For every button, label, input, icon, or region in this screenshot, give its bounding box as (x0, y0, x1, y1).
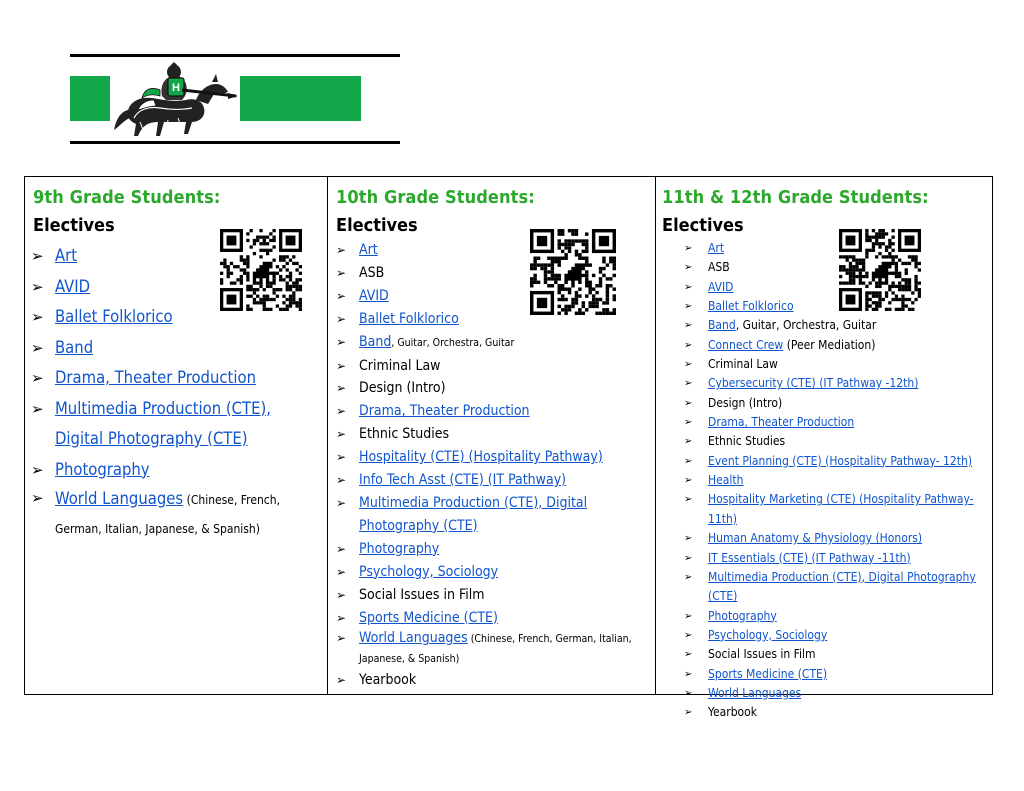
arrow-bullet-icon: ➢ (336, 610, 347, 625)
elective-link[interactable]: Human Anatomy & Physiology (Honors) (708, 531, 923, 546)
arrow-bullet-icon: ➢ (336, 495, 347, 510)
arrow-bullet-icon: ➢ (684, 281, 693, 293)
arrow-bullet-icon: ➢ (31, 338, 44, 357)
arrow-bullet-icon: ➢ (336, 631, 347, 646)
elective-link[interactable]: IT Essentials (CTE) (IT Pathway -11th) (708, 550, 911, 565)
elective-link[interactable]: AVID (359, 287, 389, 304)
elective-list (684, 239, 989, 723)
list-item (684, 626, 989, 645)
elective-link[interactable]: Photography (359, 540, 440, 557)
list-item (684, 645, 989, 664)
list-item (336, 355, 648, 378)
arrow-bullet-icon: ➢ (336, 404, 347, 419)
arrow-bullet-icon: ➢ (684, 475, 693, 487)
elective-link[interactable]: AVID (55, 276, 91, 296)
list-item (684, 549, 989, 568)
elective-label: Criminal Law (359, 357, 441, 374)
list-item (684, 239, 989, 258)
electives-heading: Electives (33, 215, 115, 236)
elective-link[interactable]: Art (55, 246, 78, 265)
list-item (684, 607, 989, 626)
arrow-bullet-icon: ➢ (336, 243, 347, 257)
knight-on-horse-logo (108, 60, 240, 142)
arrow-bullet-icon: ➢ (336, 265, 347, 280)
list-item (31, 394, 316, 455)
banner-bottom-rule (70, 141, 400, 144)
svg-text:H: H (172, 82, 180, 94)
list-item (684, 413, 989, 432)
arrow-bullet-icon: ➢ (336, 427, 347, 442)
arrow-bullet-icon: ➢ (31, 369, 44, 387)
elective-link[interactable]: Drama, Theater Production (55, 368, 256, 387)
elective-link[interactable]: Drama, Theater Production (708, 415, 855, 430)
elective-link[interactable]: Multimedia Production (CTE), Digital Photography (CTE) (359, 494, 588, 534)
list-item (684, 703, 989, 722)
elective-note: (Peer Mediation) (783, 337, 876, 352)
arrow-bullet-icon: ➢ (684, 262, 693, 274)
electives-table (24, 176, 993, 720)
list-item (684, 490, 989, 529)
arrow-bullet-icon: ➢ (336, 541, 347, 556)
elective-link[interactable]: Cybersecurity (CTE) (IT Pathway -12th) (708, 376, 919, 391)
banner-green-bar-left (70, 76, 110, 121)
arrow-bullet-icon: ➢ (684, 359, 693, 371)
elective-link[interactable]: Band (708, 318, 736, 333)
elective-label: Yearbook (708, 705, 758, 720)
arrow-bullet-icon: ➢ (684, 494, 693, 506)
arrow-bullet-icon: ➢ (684, 629, 693, 641)
elective-note: (Chinese, French, German, Italian, Japanese, & Spanish) (55, 493, 281, 536)
list-item (684, 336, 989, 355)
elective-link[interactable]: AVID (708, 279, 734, 294)
elective-label: Ethnic Studies (708, 434, 786, 449)
elective-label: ASB (359, 264, 385, 281)
list-item (31, 302, 316, 333)
arrow-bullet-icon: ➢ (31, 247, 44, 265)
elective-label: Yearbook (359, 672, 417, 689)
elective-link[interactable]: Band (359, 333, 392, 350)
arrow-bullet-icon: ➢ (336, 381, 347, 396)
banner-top-rule (70, 54, 400, 57)
arrow-bullet-icon: ➢ (31, 489, 44, 507)
elective-link[interactable]: Psychology, Sociology (359, 563, 499, 580)
arrow-bullet-icon: ➢ (336, 564, 347, 579)
grade-title: 9th Grade Students: (33, 187, 221, 208)
list-item (684, 355, 989, 374)
list-item (31, 363, 316, 394)
list-item (684, 316, 989, 335)
list-item (336, 538, 648, 561)
elective-label: Social Issues in Film (359, 586, 485, 603)
list-item (31, 333, 316, 364)
list-item (336, 331, 648, 355)
list-item (336, 239, 648, 262)
arrow-bullet-icon: ➢ (336, 450, 347, 465)
electives-heading: Electives (662, 215, 744, 236)
elective-note: (Chinese, French, German, Italian, Japanese, & Spanish) (359, 633, 632, 666)
list-item (336, 669, 648, 692)
list-item (31, 455, 316, 486)
elective-link[interactable]: Ballet Folklorico (55, 307, 173, 326)
list-item (684, 529, 989, 548)
list-item (684, 684, 989, 703)
arrow-bullet-icon: ➢ (684, 649, 693, 661)
list-item (336, 492, 648, 538)
electives-heading: Electives (336, 215, 418, 236)
list-item (336, 607, 648, 630)
arrow-bullet-icon: ➢ (31, 460, 44, 479)
arrow-bullet-icon: ➢ (31, 277, 44, 296)
arrow-bullet-icon: ➢ (336, 334, 347, 349)
elective-link[interactable]: Hospitality Marketing (CTE) (Hospitality Pathway- 11th) (708, 492, 974, 526)
grade-10-column (327, 177, 655, 694)
list-item (31, 272, 316, 303)
elective-link[interactable]: Art (359, 242, 378, 258)
list-item (684, 394, 989, 413)
list-item (336, 561, 648, 584)
list-item (336, 423, 648, 446)
list-item (684, 258, 989, 277)
elective-label: Design (Intro) (359, 380, 446, 397)
list-item (684, 568, 989, 607)
elective-link[interactable]: Sports Medicine (CTE) (359, 609, 498, 626)
list-item (336, 308, 648, 331)
elective-link[interactable]: World Languages (708, 685, 802, 700)
elective-link[interactable]: Art (708, 241, 725, 255)
list-item (336, 469, 648, 492)
list-item (336, 285, 648, 308)
elective-link[interactable]: Drama, Theater Production (359, 403, 530, 420)
list-item (684, 374, 989, 393)
elective-link[interactable]: World Languages (55, 489, 184, 508)
list-item (684, 452, 989, 471)
arrow-bullet-icon: ➢ (684, 455, 693, 467)
arrow-bullet-icon: ➢ (336, 473, 347, 488)
elective-link[interactable]: Event Planning (CTE) (Hospitality Pathway- 12th) (708, 453, 973, 468)
arrow-bullet-icon: ➢ (684, 378, 693, 390)
elective-link[interactable]: Psychology, Sociology (708, 627, 828, 642)
elective-label: Ethnic Studies (359, 426, 450, 443)
arrow-bullet-icon: ➢ (684, 301, 693, 313)
arrow-bullet-icon: ➢ (684, 397, 693, 409)
arrow-bullet-icon: ➢ (684, 320, 693, 332)
arrow-bullet-icon: ➢ (684, 707, 693, 719)
grade-title: 10th Grade Students: (336, 187, 535, 208)
list-item (31, 241, 316, 272)
elective-link[interactable]: Multimedia Production (CTE), Digital Photography (CTE) (55, 398, 271, 448)
arrow-bullet-icon: ➢ (336, 311, 347, 326)
elective-link[interactable]: World Languages (359, 630, 468, 647)
list-item (336, 377, 648, 400)
elective-link[interactable]: Info Tech Asst (CTE) (IT Pathway) (359, 472, 567, 489)
elective-list (31, 241, 316, 543)
arrow-bullet-icon: ➢ (684, 552, 693, 564)
elective-link[interactable]: Ballet Folklorico (708, 299, 794, 314)
elective-label: ASB (708, 260, 730, 275)
elective-link[interactable]: Band (55, 337, 94, 357)
list-item (684, 297, 989, 316)
header-banner (70, 54, 400, 146)
elective-link[interactable]: Connect Crew (708, 337, 784, 352)
arrow-bullet-icon: ➢ (684, 417, 693, 429)
elective-label: Criminal Law (708, 357, 778, 372)
arrow-bullet-icon: ➢ (336, 673, 347, 688)
list-item (336, 400, 648, 423)
arrow-bullet-icon: ➢ (684, 436, 693, 448)
grade-11-12-column (655, 177, 992, 720)
arrow-bullet-icon: ➢ (684, 610, 693, 622)
arrow-bullet-icon: ➢ (684, 668, 693, 680)
arrow-bullet-icon: ➢ (684, 571, 693, 583)
list-item (336, 629, 648, 669)
arrow-bullet-icon: ➢ (336, 288, 347, 303)
arrow-bullet-icon: ➢ (684, 339, 693, 351)
list-item (684, 278, 989, 297)
banner-green-bar-right (240, 76, 361, 121)
elective-note: , Guitar, Orchestra, Guitar (735, 318, 877, 333)
arrow-bullet-icon: ➢ (31, 399, 44, 418)
elective-link[interactable]: Multimedia Production (CTE), Digital Photography (CTE) (708, 569, 976, 604)
arrow-bullet-icon: ➢ (684, 687, 693, 699)
elective-link[interactable]: Photography (55, 459, 150, 479)
elective-link[interactable]: Sports Medicine (CTE) (708, 666, 828, 681)
elective-link[interactable]: Ballet Folklorico (359, 310, 459, 327)
grade-9-column (25, 177, 327, 694)
elective-note: , Guitar, Orchestra, Guitar (391, 336, 515, 349)
elective-list (336, 239, 648, 692)
list-item (31, 485, 316, 543)
list-item (684, 471, 989, 490)
arrow-bullet-icon: ➢ (336, 358, 347, 373)
arrow-bullet-icon: ➢ (684, 243, 693, 254)
elective-link[interactable]: Hospitality (CTE) (Hospitality Pathway) (359, 449, 603, 466)
list-item (336, 446, 648, 469)
arrow-bullet-icon: ➢ (336, 587, 347, 602)
elective-label: Design (Intro) (708, 395, 783, 410)
elective-label: Social Issues in Film (708, 647, 816, 662)
grade-title: 11th & 12th Grade Students: (662, 187, 929, 208)
list-item (684, 432, 989, 451)
arrow-bullet-icon: ➢ (31, 308, 44, 326)
elective-link[interactable]: Photography (708, 608, 777, 623)
list-item (336, 262, 648, 285)
list-item (336, 584, 648, 607)
elective-link[interactable]: Health (708, 473, 744, 488)
list-item (684, 665, 989, 684)
arrow-bullet-icon: ➢ (684, 533, 693, 545)
